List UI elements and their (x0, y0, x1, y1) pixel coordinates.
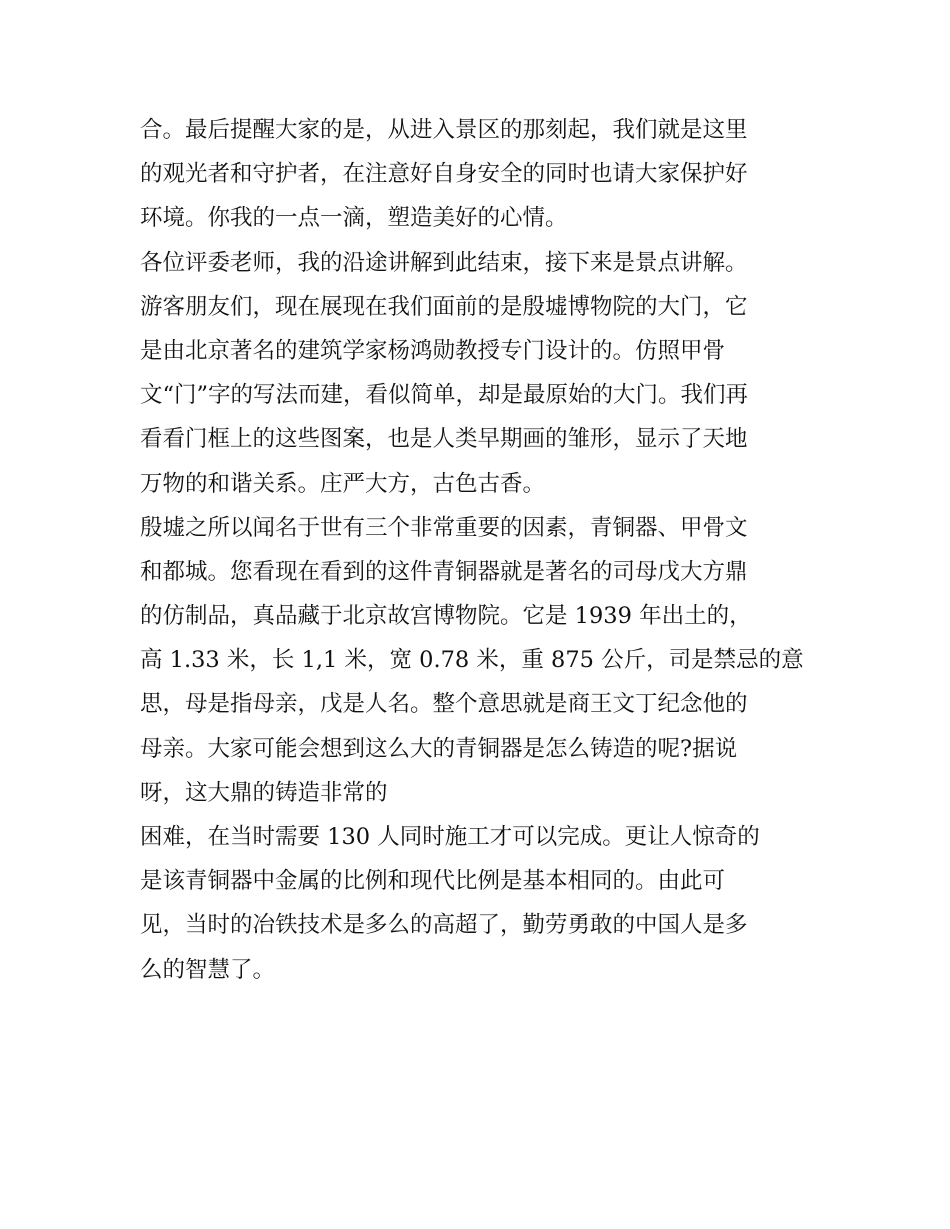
text-line: 高 1.33 米，长 1,1 米，宽 0.78 米，重 875 公斤，司是禁忌的意 (140, 647, 804, 674)
paragraph-transition (140, 241, 820, 285)
paragraph-reminder (140, 108, 820, 241)
paragraph-museum-gate (140, 285, 820, 506)
text-line: 是由北京著名的建筑学家杨鸿勋教授专门设计的。仿照甲骨 (140, 337, 726, 364)
text-line: 各位评委老师，我的沿途讲解到此结束，接下来是景点讲解。 (140, 249, 748, 276)
text-line: 思，母是指母亲，戊是人名。整个意思就是商王文丁纪念他的 (140, 691, 748, 718)
document-body (140, 108, 820, 992)
paragraph-bronze-ding (140, 506, 820, 815)
text-line: 么的智慧了。 (140, 956, 276, 983)
text-line: 殷墟之所以闻名于世有三个非常重要的因素，青铜器、甲骨文 (140, 514, 748, 541)
text-line: 万物的和谐关系。庄严大方，古色古香。 (140, 470, 546, 497)
text-line: 的观光者和守护者，在注意好自身安全的同时也请大家保护好 (140, 161, 748, 188)
text-line: 文“门”字的写法而建，看似简单，却是最原始的大门。我们再 (140, 382, 749, 409)
text-line: 见，当时的冶铁技术是多么的高超了，勤劳勇敢的中国人是多 (140, 912, 748, 939)
text-line: 游客朋友们，现在展现在我们面前的是殷墟博物院的大门，它 (140, 293, 748, 320)
text-line: 的仿制品，真品藏于北京故宫博物院。它是 1939 年出土的， (140, 603, 752, 630)
text-line: 是该青铜器中金属的比例和现代比例是基本相同的。由此可 (140, 868, 726, 895)
text-line: 困难，在当时需要 130 人同时施工才可以完成。更让人惊奇的 (140, 824, 760, 850)
text-line: 环境。你我的一点一滴，塑造美好的心情。 (140, 205, 568, 232)
text-line: 和都城。您看现在看到的这件青铜器就是著名的司母戊大方鼎 (140, 558, 748, 585)
paragraph-casting (140, 815, 820, 992)
text-line: 看看门框上的这些图案，也是人类早期画的雏形，显示了天地 (140, 426, 748, 453)
text-line: 呀，这大鼎的铸造非常的 (140, 779, 388, 806)
text-line: 合。最后提醒大家的是，从进入景区的那刻起，我们就是这里 (140, 117, 748, 143)
text-line: 母亲。大家可能会想到这么大的青铜器是怎么铸造的呢?据说 (140, 735, 738, 762)
